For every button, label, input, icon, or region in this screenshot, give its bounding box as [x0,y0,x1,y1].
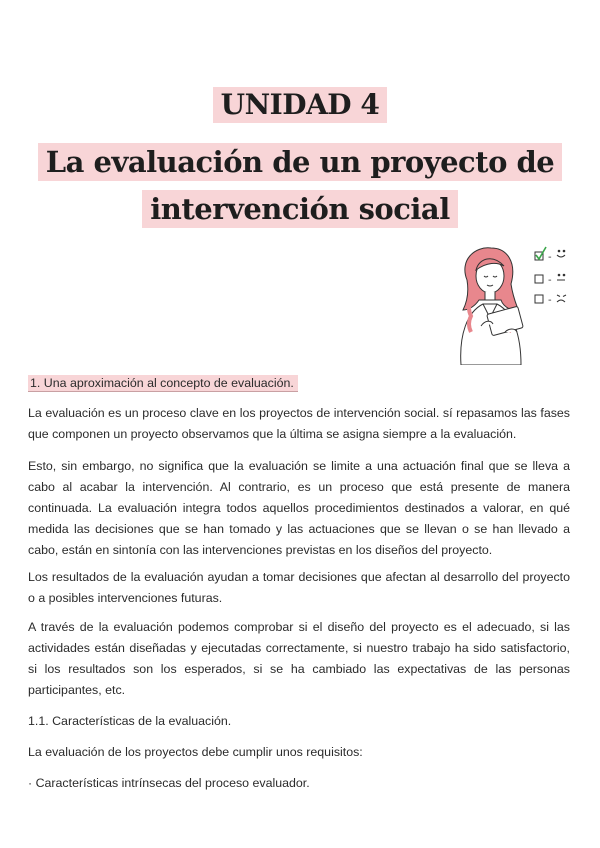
neutral-face-icon [557,274,565,280]
paragraph-4 [28,617,570,701]
happy-face-icon [557,250,565,257]
paragraph-text: La evaluación de los proyectos debe cumplir unos requisitos: [28,745,363,759]
section-heading-text: 1. Una aproximación al concepto de evaluación. [28,375,298,392]
paragraph-3 [28,567,570,609]
main-title-line-2: intervención social [142,190,457,228]
subsection-heading-text: 1.1. Características de la evaluación. [28,714,232,728]
unit-title-row [0,87,600,123]
bullet-item [28,773,570,794]
sad-face-icon [557,295,566,302]
checklist-icon [535,247,546,303]
main-title-line-1: La evaluación de un proyecto de [38,143,562,181]
paragraph-text: A través de la evaluación podemos comprobar si el diseño del proyecto es el adecuado, si las actividades están diseñadas y ejecutadas correctamente, si nuestro trabajo ha sido satisfactorio, si los resultados son los esperados, si se ha cambiado las expectativas de las personas participantes, etc. [28,620,570,697]
woman-with-tablet-illustration [445,240,585,365]
paragraph-6 [28,742,570,763]
unit-title: UNIDAD 4 [213,87,388,123]
paragraph-text: La evaluación es un proceso clave en los proyectos de intervención social. sí repasamos las fases que componen un proyecto observamos que la última se asigna siempre a la evaluación. [28,406,570,441]
checklist-dash-1: - [548,252,552,263]
paragraph-text: Los resultados de la evaluación ayudan a tomar decisiones que afectan al desarrollo del proyecto o a posibles intervenciones futuras. [28,570,570,605]
bullet-text: · Características intrínsecas del proceso evaluador. [28,776,310,790]
paragraph-text: Esto, sin embargo, no significa que la evaluación se limite a una actuación final que se lleva a cabo al acabar la intervención. Al contrario, es un proceso que está presente de manera continuada. La evaluación integra todos aquellos procedimientos destinados a valorar, en qué medida las decisiones que se han tomado y las actuaciones que se llevan o se han llevado a cabo, están en sintonía con las intervenciones previstas en los diseños del proyecto. [28,459,570,557]
paragraph-1 [28,403,570,445]
checklist-dash-3: - [548,295,552,306]
main-title-row-1 [0,143,600,181]
section-heading [28,373,298,393]
subsection-heading [28,711,570,732]
checklist-dash-2: - [548,275,552,286]
main-title-row-2 [0,190,600,228]
paragraph-2 [28,456,570,561]
